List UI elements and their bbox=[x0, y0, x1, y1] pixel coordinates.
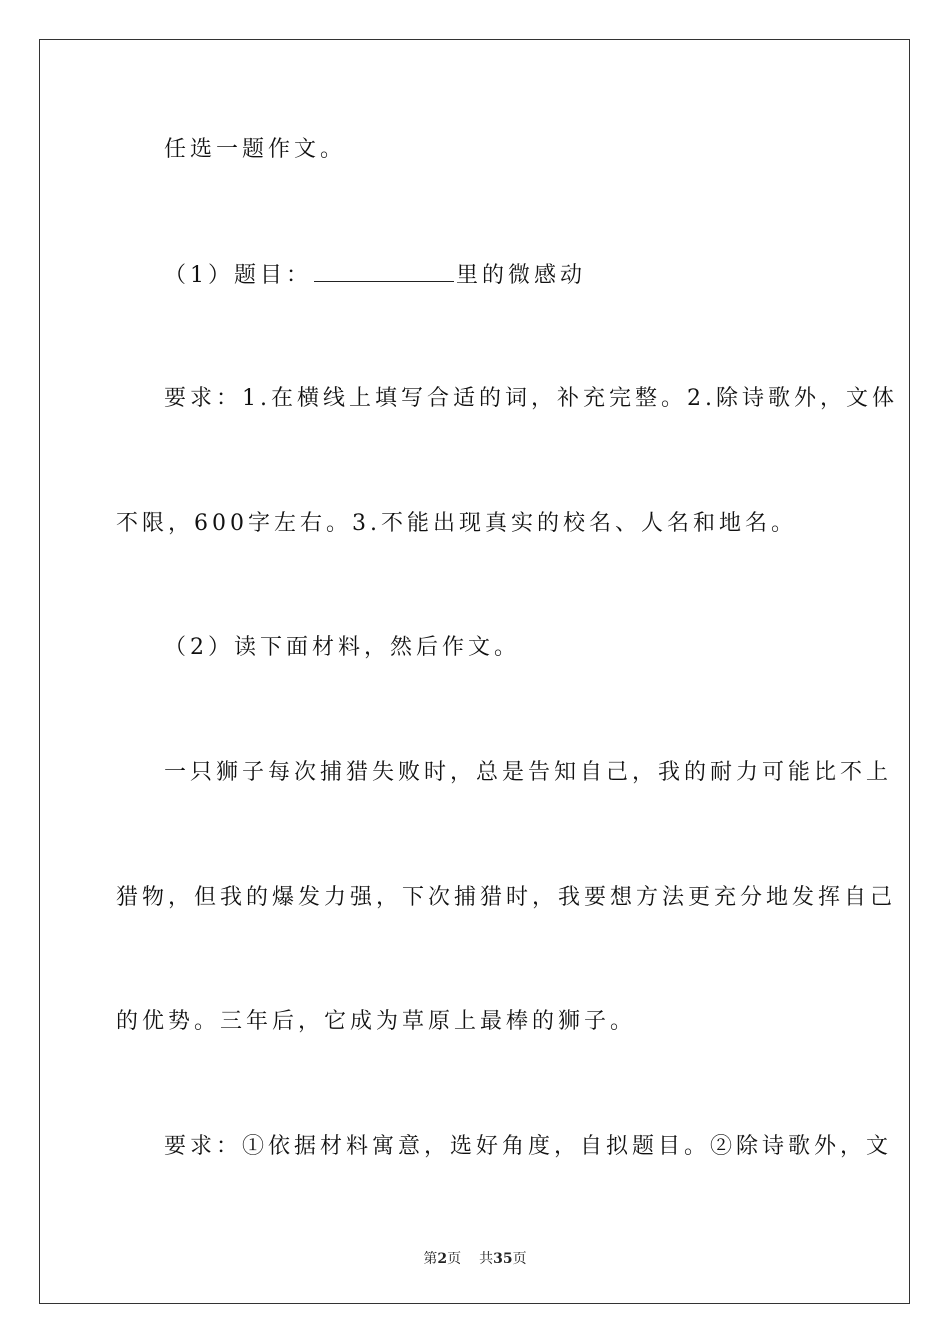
footer-page-prefix: 第 bbox=[423, 1251, 438, 1267]
paragraph-requirements-one-line1: 要求：1.在横线上填写合适的词，补充完整。2.除诗歌外，文体 bbox=[164, 386, 898, 411]
paragraph-material-line1: 一只狮子每次捕猎失败时，总是告知自己，我的耐力可能比不上 bbox=[164, 760, 893, 785]
footer-page-suffix: 页 bbox=[447, 1251, 462, 1267]
page-footer bbox=[0, 1248, 950, 1268]
page-border bbox=[39, 39, 910, 1304]
footer-page-number: 2 bbox=[437, 1251, 448, 1267]
paragraph-material-line2: 猎物，但我的爆发力强，下次捕猎时，我要想方法更充分地发挥自己 bbox=[116, 885, 897, 910]
fill-in-blank-line bbox=[314, 259, 454, 282]
topic-one-prefix: （1）题目： bbox=[164, 263, 312, 288]
paragraph-requirements-two-line1: 要求：①依据材料寓意，选好角度，自拟题目。②除诗歌外，文 bbox=[164, 1134, 893, 1159]
footer-total-pages: 35 bbox=[493, 1251, 513, 1267]
paragraph-instruction: 任选一题作文。 bbox=[164, 137, 347, 162]
footer-total-suffix: 页 bbox=[512, 1251, 527, 1267]
paragraph-topic-two: （2）读下面材料，然后作文。 bbox=[164, 635, 520, 660]
paragraph-requirements-one-line2: 不限，600字左右。3.不能出现真实的校名、人名和地名。 bbox=[116, 511, 797, 536]
topic-one-suffix: 里的微感动 bbox=[456, 263, 587, 288]
paragraph-material-line3: 的优势。三年后，它成为草原上最棒的狮子。 bbox=[116, 1009, 637, 1034]
footer-total-prefix: 共 bbox=[479, 1251, 494, 1267]
paragraph-topic-one bbox=[164, 259, 836, 291]
